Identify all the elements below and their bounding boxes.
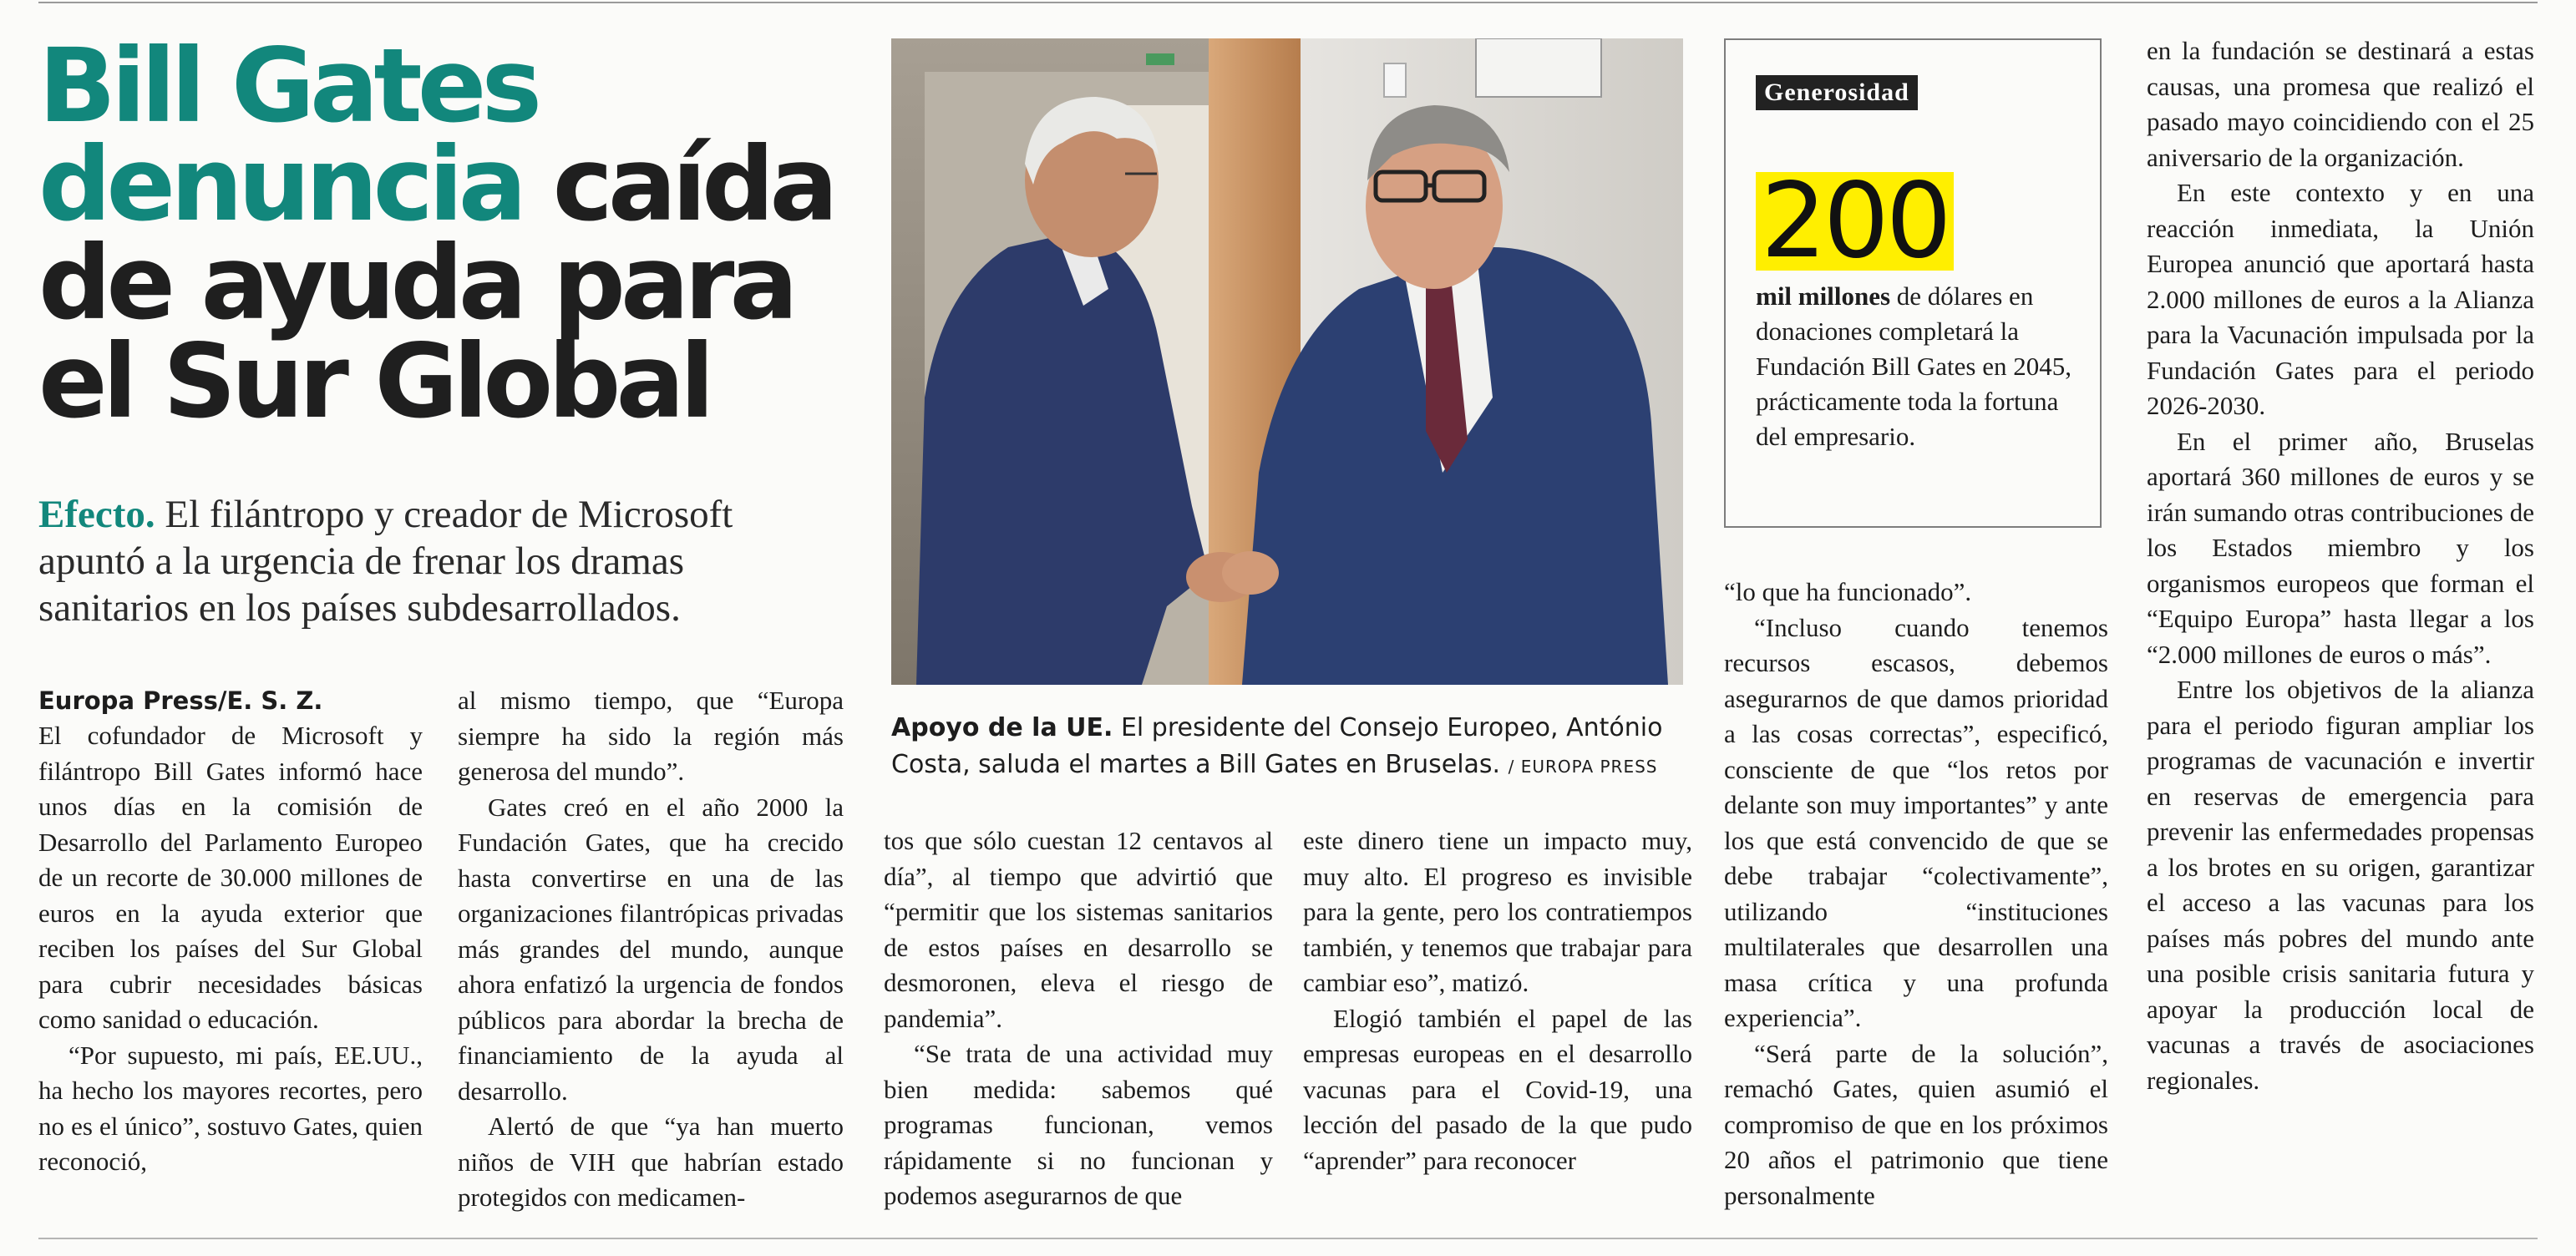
headline-main: caída de ayuda para el Sur Global <box>38 125 834 441</box>
headline-accent: Bill Gates denuncia <box>38 27 538 244</box>
subheadline <box>38 491 840 631</box>
paragraph: En el primer año, Bruselas aportará 360 millones de euros y se irán sumando otras contribuciones de los Estados miembro y los organismos europeos que forman el “Equipo Europa” hasta llegar a los “2.000 millones de euros o más”. <box>2147 426 2534 669</box>
article-column-3 <box>884 823 1273 1214</box>
paragraph: al mismo tiempo, que “Europa siempre ha sido la región más generosa del mundo”. <box>458 686 844 786</box>
paragraph: en la fundación se destinará a estas causas, una promesa que realizó el pasado mayo coincidiendo con el 25 aniversario de la organización. <box>2147 36 2534 172</box>
fact-box-number: 200 <box>1756 172 1954 271</box>
subhead-kicker: Efecto. <box>38 493 155 536</box>
caption-lead: Apoyo de la UE. <box>891 713 1113 742</box>
photo-credit: / EUROPA PRESS <box>1508 757 1658 777</box>
paragraph: Alertó de que “ya han muerto niños de VIH que habrían estado protegidos con medicamen- <box>458 1112 844 1212</box>
byline: Europa Press/E. S. Z. <box>38 686 323 715</box>
paragraph: “Incluso cuando tenemos recursos escasos, debemos asegurarnos de que damos prioridad a las cosas correctas”, especificó, consciente de que “los retos por delante son muy importantes” y ante los que está convencido de que se debe trabajar “colectivamente”, utilizando “instituciones multilaterales que desarrollen una masa crítica y una profunda experiencia”. <box>1724 612 2108 1032</box>
article-column-1 <box>38 683 423 1180</box>
fact-box-tag: Generosidad <box>1756 75 1918 110</box>
fact-box-body: de dólares en donaciones completará la Fundación Bill Gates en 2045, prácticamente toda la fortuna del empresario. <box>1756 281 2071 451</box>
paragraph: Gates creó en el año 2000 la Fundación Gates, que ha crecido hasta convertirse en una de las organizaciones filantrópicas privadas más grandes del mundo, aunque ahora enfatizó la urgencia de fondos públicos para abordar la brecha de financiamiento de la ayuda al desarrollo. <box>458 792 844 1106</box>
fact-box-text <box>1756 279 2090 454</box>
paragraph: “Por supuesto, mi país, EE.UU., ha hecho los mayores recortes, pero no es el único”, sostuvo Gates, quien reconoció, <box>38 1040 423 1176</box>
paragraph: tos que sólo cuestan 12 centavos al día”, al tiempo que advirtió que “permitir que los sistemas sanitarios de estos países en desarrollo se desmoronen, eleva el riesgo de pandemia”. <box>884 826 1273 1033</box>
sidebar-fact-box <box>1724 38 2102 528</box>
headline <box>38 27 874 441</box>
caption-text: El presidente del Consejo Europeo, António Costa, saluda el martes a Bill Gates en Bruselas. <box>891 713 1663 779</box>
article-column-5 <box>1724 575 2108 1213</box>
article-column-6 <box>2147 33 2534 1098</box>
news-photo <box>891 38 1683 685</box>
article-column-2 <box>458 683 844 1216</box>
subhead-text: El filántropo y creador de Microsoft apuntó a la urgencia de frenar los dramas sanitarios en los países subdesarrollados. <box>38 493 733 630</box>
article-column-4 <box>1303 823 1692 1178</box>
paragraph: “Será parte de la solución”, remachó Gates, quien asumió el compromiso de que en los próximos 20 años el patrimonio que tiene personalmente <box>1724 1038 2108 1210</box>
fact-box-bold: mil millones <box>1756 281 1891 311</box>
paragraph: El cofundador de Microsoft y filántropo Bill Gates informó hace unos días en la comisión de Desarrollo del Parlamento Europeo de un recorte de 30.000 millones de euros en la ayuda exterior que reciben los países del Sur Global para cubrir necesidades básicas como sanidad o educación. <box>38 721 423 1034</box>
paragraph: “lo que ha funcionado”. <box>1724 577 1972 606</box>
photo-caption <box>891 710 1693 785</box>
paragraph: “Se trata de una actividad muy bien medida: sabemos qué programas funcionan, vemos rápidamente si no funcionan y podemos asegurarnos de que <box>884 1039 1273 1210</box>
paragraph: Entre los objetivos de la alianza para el periodo figuran ampliar los programas de vacunación e invertir en reservas de emergencia para prevenir las enfermedades propensas a los brotes en su origen, garantizar el acceso a las vacunas para los países más pobres del mundo ante una posible crisis sanitaria futura y apoyar la producción local de vacunas a través de asociaciones regionales. <box>2147 675 2534 1095</box>
paragraph: este dinero tiene un impacto muy, muy alto. El progreso es invisible para la gente, pero los contratiempos también, y tenemos que trabajar para cambiar eso”, matizó. <box>1303 826 1692 997</box>
bottom-rule <box>38 1238 2538 1239</box>
paragraph: Elogió también el papel de las empresas europeas en el desarrollo vacunas para el Covid-19, una lección del pasado de la que pudo “aprender” para reconocer <box>1303 1003 1692 1175</box>
paragraph: En este contexto y en una reacción inmediata, la Unión Europea anunció que aportará hasta 2.000 millones de euros a la Alianza para la Vacunación impulsada por la Fundación Gates para el periodo 2026-2030. <box>2147 178 2534 420</box>
top-rule <box>38 2 2538 3</box>
